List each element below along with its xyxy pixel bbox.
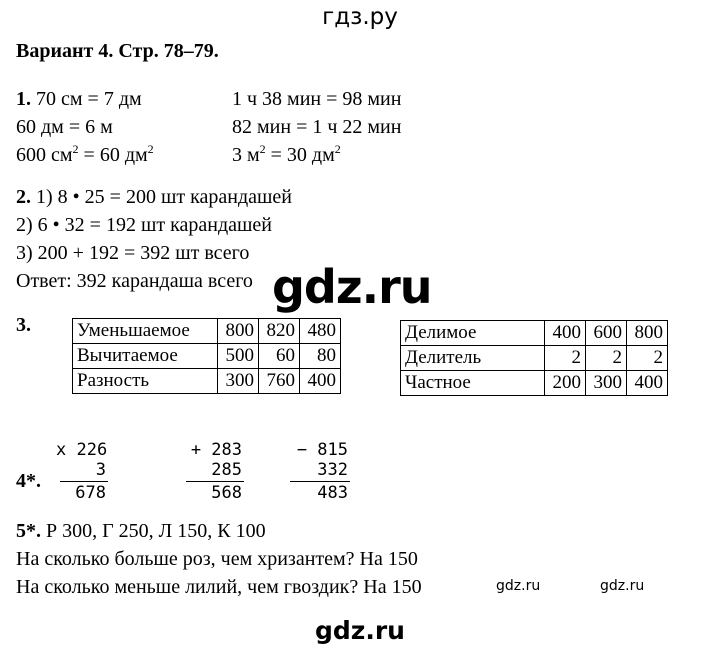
task1-line3-right — [232, 144, 341, 167]
task2-line1 — [16, 186, 292, 209]
task5-line1 — [16, 520, 266, 543]
table-cell: 600 — [586, 321, 627, 346]
table-cell: Разность — [73, 369, 218, 394]
page-title: Вариант 4. Стр. 78–79. — [16, 40, 219, 62]
watermark-large: gdz.ru — [272, 260, 432, 314]
column-multiplication — [56, 440, 106, 503]
column-subtraction — [286, 440, 348, 503]
operand-top: x 226 — [56, 440, 108, 460]
task5-number: 5*. — [16, 520, 41, 542]
task2-line2: 2) 6 • 32 = 192 шт карандашей — [16, 214, 272, 236]
column-addition — [180, 440, 242, 503]
table-cell: 2 — [545, 346, 586, 371]
table-cell: 500 — [218, 344, 259, 369]
table-row — [401, 346, 668, 371]
watermark-small: gdz.ru — [496, 578, 541, 594]
table-cell: 800 — [218, 319, 259, 344]
operand-top: − 815 — [296, 440, 348, 460]
table-cell: Делимое — [401, 321, 545, 346]
table-row — [401, 321, 668, 346]
task1-number: 1. — [16, 88, 31, 110]
task5-line3: На сколько меньше лилий, чем гвоздик? На 150 — [16, 576, 422, 598]
result: 678 — [75, 483, 106, 503]
table-cell: 60 — [259, 344, 300, 369]
task1-text: = 30 дм — [265, 144, 335, 166]
table-cell: 400 — [627, 371, 668, 396]
table-cell: Вычитаемое — [73, 344, 218, 369]
watermark-small: gdz.ru — [600, 578, 645, 594]
task1-text: 70 см = 7 дм — [36, 88, 142, 110]
result: 568 — [211, 483, 242, 503]
task1-text: 600 см — [16, 144, 73, 166]
result-line — [60, 481, 108, 482]
table-cell: 760 — [259, 369, 300, 394]
operand-top: + 283 — [190, 440, 242, 460]
operand-bottom: 3 — [95, 460, 106, 480]
table-cell: 800 — [627, 321, 668, 346]
table-cell: Делитель — [401, 346, 545, 371]
superscript: 2 — [72, 142, 79, 156]
task5-line2: На сколько больше роз, чем хризантем? На 150 — [16, 548, 418, 570]
task1-line3-left — [16, 144, 154, 167]
table-row — [401, 371, 668, 396]
table-cell: 2 — [627, 346, 668, 371]
task3-number: 3. — [16, 314, 31, 336]
task2-answer: Ответ: 392 карандаша всего — [16, 270, 253, 292]
result-line — [290, 481, 350, 482]
task4-number: 4*. — [16, 470, 41, 492]
result: 483 — [317, 483, 348, 503]
table-cell: 300 — [586, 371, 627, 396]
task1-line1-right: 1 ч 38 мин = 98 мин — [232, 88, 402, 110]
table-row — [73, 344, 341, 369]
task1-text: 3 м — [232, 144, 260, 166]
task2-line3: 3) 200 + 192 = 392 шт всего — [16, 242, 250, 264]
table-cell: 400 — [545, 321, 586, 346]
table-cell: 2 — [586, 346, 627, 371]
table-cell: Уменьшаемое — [73, 319, 218, 344]
operand-bottom: 332 — [317, 460, 348, 480]
task2-text: 1) 8 • 25 = 200 шт карандашей — [36, 186, 292, 208]
table-cell: 820 — [259, 319, 300, 344]
result-line — [186, 481, 244, 482]
table-cell: Частное — [401, 371, 545, 396]
task5-text: Р 300, Г 250, Л 150, К 100 — [46, 520, 266, 542]
watermark-bottom: gdz.ru — [315, 616, 405, 645]
operand-bottom: 285 — [211, 460, 242, 480]
task1-line2-right: 82 мин = 1 ч 22 мин — [232, 116, 402, 138]
subtraction-table — [72, 318, 341, 394]
task2-number: 2. — [16, 186, 31, 208]
task1-line2-left: 60 дм = 6 м — [16, 116, 113, 138]
table-cell: 400 — [300, 369, 341, 394]
table-cell: 300 — [218, 369, 259, 394]
site-header: гдз.ру — [322, 4, 398, 30]
table-row — [73, 319, 341, 344]
table-cell: 80 — [300, 344, 341, 369]
task1-line1-left — [16, 88, 142, 111]
table-row — [73, 369, 341, 394]
table-cell: 200 — [545, 371, 586, 396]
task1-text: = 60 дм — [78, 144, 148, 166]
table-cell: 480 — [300, 319, 341, 344]
superscript: 2 — [147, 142, 154, 156]
superscript: 2 — [259, 142, 266, 156]
superscript: 2 — [334, 142, 341, 156]
division-table — [400, 320, 668, 396]
